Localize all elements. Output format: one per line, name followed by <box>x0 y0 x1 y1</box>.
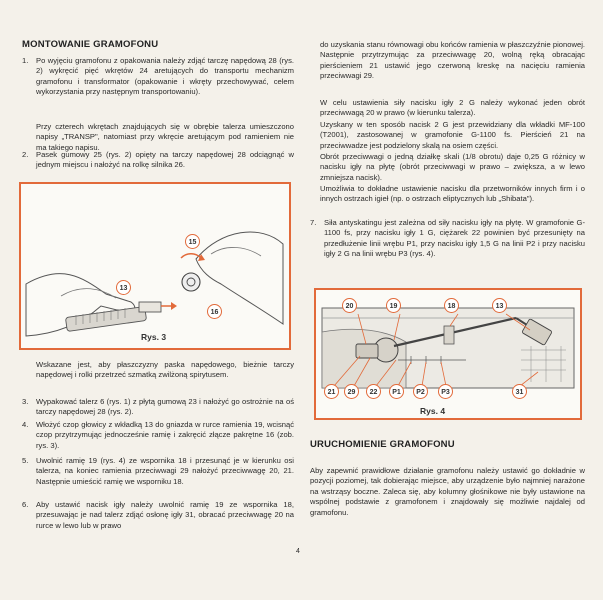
paragraph-other-cartridges: Umożliwia to dokładne ustawienie nacisku dla przetworników innych firm i o innych ostrzach igieł (np. o ostrzach eliptycznych lub „Shibata"). <box>320 184 585 204</box>
figure-3 <box>19 182 291 350</box>
callout-13: 13 <box>116 280 131 295</box>
section-title-uruchomienie: URUCHOMIENIE GRAMOFONU <box>310 439 455 450</box>
list-item: 7. Siła antyskatingu jest zależna od siły nacisku igły na płytę. W gramofonie G-1100 fs, przy nacisku igły 1 G, ciężarek 22 powinien być przesunięty na przedłużenie linii wrębu P1, przy nacisku igły 1,5 G na linii P2 i przy nacisku igły 2 G na linii wrębu P3 (rys. 4). <box>310 218 585 259</box>
list-item: 2. Pasek gumowy 25 (rys. 2) opięty na tarczy napędowej 28 odciągnąć w jednym miejscu i nałożyć na rolkę silnika 26. <box>22 150 294 170</box>
callout-16: 16 <box>207 304 222 319</box>
figure-3-illustration <box>21 184 289 348</box>
paragraph-2g: W celu ustawienia siły nacisku igły 2 G należy wykonać jeden obrót przeciwwagą 20 w prawo (w kierunku talerza). <box>320 98 585 118</box>
paragraph-scale: Obrót przeciwwagi o jedną działkę skali (1/8 obrotu) daje 0,25 G różnicy w nacisku igły na płytę (obrót przeciwwagi w prawo – zwiększa, a w lewo zmniejsza nacisk). <box>320 152 585 182</box>
callout-19: 19 <box>386 298 401 313</box>
callout-15: 15 <box>185 234 200 249</box>
callout-p3: P3 <box>438 384 453 399</box>
list-item: 4. Włożyć czop głowicy z wkładką 13 do gniazda w rurce ramienia 19, wcisnąć czop przytrzymując jednocześnie ramię i zakręcić złącze pakrętne 16 (zob. rys. 3). <box>22 420 294 450</box>
callout-31: 31 <box>512 384 527 399</box>
callout-29: 29 <box>344 384 359 399</box>
list-item: Przy czterech wkrętach znajdujących się w obrębie talerza umieszczono napisy „TRANSP", natomiast przy wkręcie aretującym pod ramieniem nie ma takiego napisu. <box>36 122 294 152</box>
callout-22: 22 <box>366 384 381 399</box>
callout-13: 13 <box>492 298 507 313</box>
paragraph-belt: Wskazane jest, aby płaszczyzny paska napędowego, bieżnie tarczy napędowej i rolki przetrzeć szmatką zwilżoną spirytusem. <box>36 360 294 380</box>
callout-p2: P2 <box>413 384 428 399</box>
page-number: 4 <box>296 548 300 555</box>
figure-4 <box>314 288 582 420</box>
list-item: 5. Uwolnić ramię 19 (rys. 4) ze wspornika 18 i przesunąć je w kierunku osi talerza, na koniec ramienia przeciwwagi 29 nałożyć przeciwwagę 20, 21. Następnie umieścić ramię we wsporniku 18. <box>22 456 294 486</box>
callout-p1: P1 <box>389 384 404 399</box>
callout-21: 21 <box>324 384 339 399</box>
figure-3-caption: Rys. 3 <box>141 332 167 342</box>
paragraph-mf100: Uzyskany w ten sposób nacisk 2 G jest przewidziany dla wkładki MF-100 (T2001), zastosowanej w gramofonie G-1100 fs. Pierścień 21 na przeciwwadze jest podzielony skalą na osiem części. <box>320 120 585 150</box>
callout-20: 20 <box>342 298 357 313</box>
figure-4-caption: Rys. 4 <box>420 406 446 416</box>
callout-18: 18 <box>444 298 459 313</box>
list-item: 6. Aby ustawić nacisk igły należy uwolnić ramię 19 ze wspornika 18, przesuwając je nad talerz zdjąć osłonę igły 31, obracać przeciwwagę 20 na rurce w lewo lub w prawo <box>22 500 294 530</box>
list-item: 3. Wypakować talerz 6 (rys. 1) z płytą gumową 23 i nałożyć go ostrożnie na oś tarczy napędowej 28 (rys. 2). <box>22 397 294 417</box>
list-item: 1. Po wyjęciu gramofonu z opakowania należy zdjąć tarczę napędową 28 (rys. 2) wykręcić pięć wkrętów 24 aretujących do transportu mechanizm gramofonu i transformator (opakowanie i wkręty przechowywać, celem wykorzystania przy następnym transportowaniu). <box>22 56 294 97</box>
section-title-montowanie: MONTOWANIE GRAMOFONU <box>22 39 159 50</box>
paragraph-balance: do uzyskania stanu równowagi obu końców ramienia w płaszczyźnie pionowej. Następnie przytrzymując za przeciwwagę 20, wolną ręką obracając pierścieniem 21 ustawić jego czerwoną kreskę na nacięciu ramienia przeciwwagi 29. <box>320 40 585 81</box>
paragraph-setup: Aby zapewnić prawidłowe działanie gramofonu należy ustawić go dokładnie w pozycji poziomej, tak dobierając miejsce, aby urządzenie było najmniej narażone na wstrząsy boczne. Zaleca się, aby kolumny głośnikowe nie były ustawione na wspólnej podstawie z gramofonem i znajdowały się możliwie najdalej od gramofonu. <box>310 466 585 517</box>
